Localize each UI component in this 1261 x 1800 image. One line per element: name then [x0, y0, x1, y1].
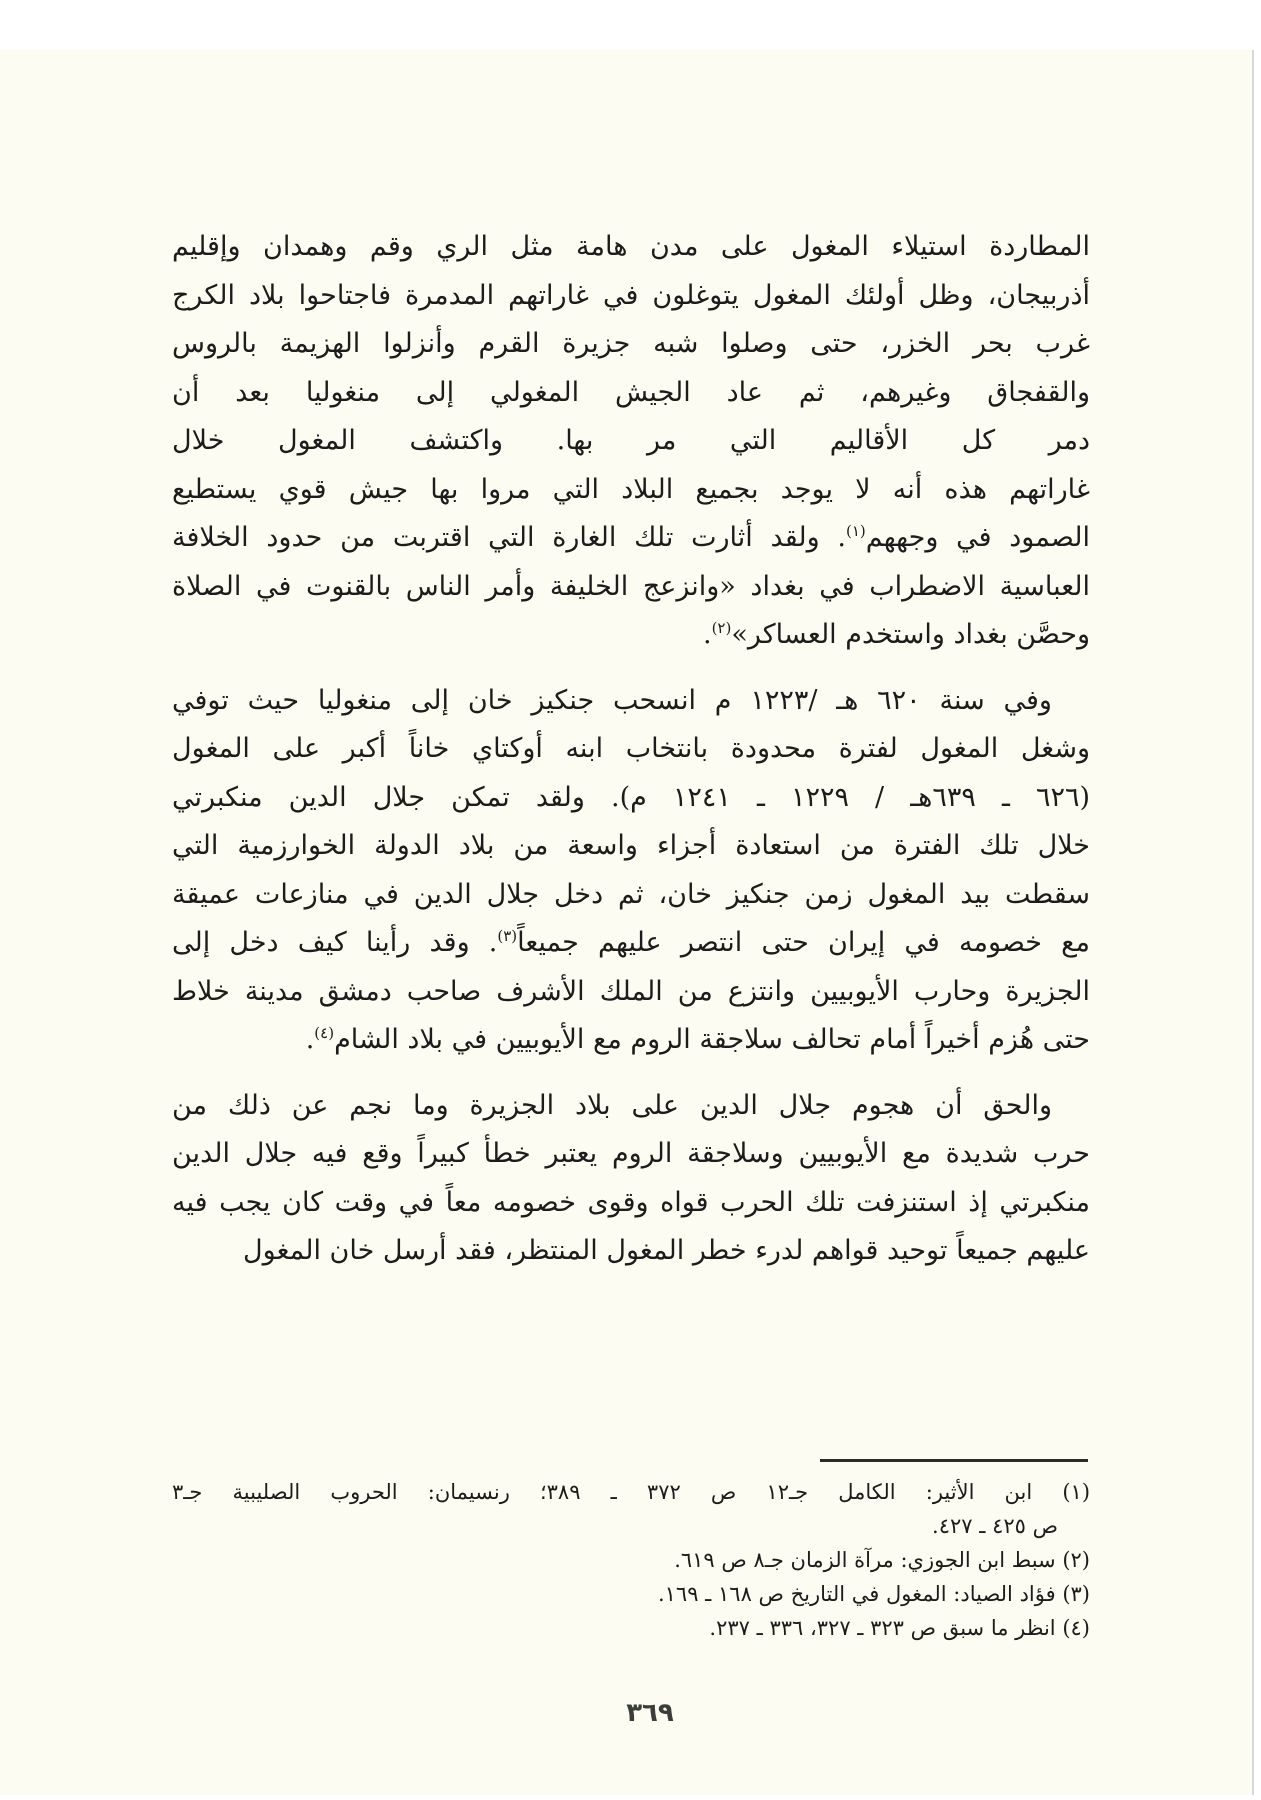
- footnote-reference[interactable]: (٣): [497, 927, 518, 945]
- footnote-reference[interactable]: (٢): [711, 619, 732, 637]
- text-line: وحصَّن بغداد واستخدم العساكر»$^{(٢)}$.: [702, 619, 1090, 650]
- text-line: وفي سنة ٦٢٠ هـ /١٢٢٣ م انسحب جنكيز خان إلى منغوليا حيث توفي: [172, 684, 1052, 716]
- text-line: خلال تلك الفترة من استعادة أجزاء واسعة من بلاد الدولة الخوارزمية التي: [172, 830, 1090, 861]
- text-line: وشغل المغول لفترة محدودة بانتخاب ابنه أوكتاي خاناً أكبر على المغول: [172, 733, 1090, 764]
- text-line: حرب شديدة مع الأيوبيين وسلاجقة الروم يعتبر خطأ كبيراً وقع فيه جلال الدين: [172, 1138, 1090, 1169]
- footnote-text: (٤) انظر ما سبق ص ٣٢٣ ـ ٣٢٧، ٣٣٦ ـ ٢٣٧.: [709, 1616, 1090, 1640]
- text-line: دمر كل الأقاليم التي مر بها. واكتشف المغول خلال: [172, 425, 1090, 456]
- text-line: الصمود في وجههم$^{(١)}$. ولقد أثارت تلك الغارة التي اقتربت من حدود الخلافة: [172, 522, 1090, 553]
- text-line: غرب بحر الخزر، حتى وصلوا شبه جزيرة القرم وأنزلوا الهزيمة بالروس: [172, 328, 1090, 359]
- footnotes: [172, 1475, 1090, 1645]
- text-line: مع خصومه في إيران حتى انتصر عليهم جميعاً$^{(٣)}$. وقد رأينا كيف دخل إلى: [172, 927, 1090, 958]
- paragraph: [172, 223, 1090, 660]
- footnote-separator: [820, 1459, 1088, 1462]
- book-page: [0, 50, 1254, 1795]
- text-line: سقطت بيد المغول زمن جنكيز خان، ثم دخل جلال الدين في منازعات عميقة: [172, 878, 1090, 910]
- footnote-3: [172, 1577, 1090, 1611]
- footnote-reference[interactable]: (١): [845, 522, 866, 540]
- text-line: عليهم جميعاً توحيد قواهم لدرء خطر المغول المنتظر، فقد أرسل خان المغول: [243, 1235, 1090, 1266]
- footnote-text: (٢) سبط ابن الجوزي: مرآة الزمان جـ٨ ص ٦١٩.: [674, 1548, 1090, 1572]
- text-line: (٦٢٦ ـ ٦٣٩هـ / ١٢٢٩ ـ ١٢٤١ م). ولقد تمكن جلال الدين منكبرتي: [172, 781, 1090, 813]
- text-line: أذربيجان، وظل أولئك المغول يتوغلون في غاراتهم المدمرة فاجتاحوا بلاد الكرج: [172, 279, 1090, 311]
- text-line: العباسية الاضطراب في بغداد «وانزعج الخليفة وأمر الناس بالقنوت في الصلاة: [172, 570, 1090, 602]
- text-line: منكبرتي إذ استنزفت تلك الحرب قواه وقوى خصومه معاً في وقت كان يجب فيه: [172, 1186, 1090, 1218]
- body-text: [172, 223, 1090, 1276]
- paragraph: [172, 677, 1090, 1065]
- footnote-reference[interactable]: (٤): [314, 1024, 335, 1042]
- text-line: الجزيرة وحارب الأيوبيين وانتزع من الملك الأشرف صاحب دمشق مدينة خلاط: [172, 975, 1090, 1007]
- text-line: المطاردة استيلاء المغول على مدن هامة مثل الري وقم وهمدان وإقليم: [172, 231, 1090, 262]
- text-line: حتى هُزم أخيراً أمام تحالف سلاجقة الروم مع الأيوبيين في بلاد الشام$^{(٤)}$.: [305, 1024, 1090, 1055]
- footnote-text: (٣) فؤاد الصياد: المغول في التاريخ ص ١٦٨ ـ ١٦٩.: [657, 1582, 1090, 1606]
- footnote-1: [172, 1475, 1090, 1543]
- footnote-4: [172, 1611, 1090, 1645]
- text-line: والقفجاق وغيرهم، ثم عاد الجيش المغولي إلى منغوليا بعد أن: [172, 376, 1090, 408]
- text-line: غاراتهم هذه أنه لا يوجد بجميع البلاد التي مروا بها جيش قوي يستطيع: [172, 473, 1090, 505]
- footnote-continuation: ص ٤٢٥ ـ ٤٢٧.: [932, 1514, 1058, 1538]
- page-number: ٣٦٩: [626, 1698, 674, 1728]
- paragraph: [172, 1082, 1090, 1276]
- text-line: والحق أن هجوم جلال الدين على بلاد الجزيرة وما نجم عن ذلك من: [172, 1089, 1052, 1121]
- footnote-2: [172, 1543, 1090, 1577]
- footnote-text: (١) ابن الأثير: الكامل جـ١٢ ص ٣٧٢ ـ ٣٨٩؛ رنسيمان: الحروب الصليبية جـ٣: [172, 1480, 1091, 1504]
